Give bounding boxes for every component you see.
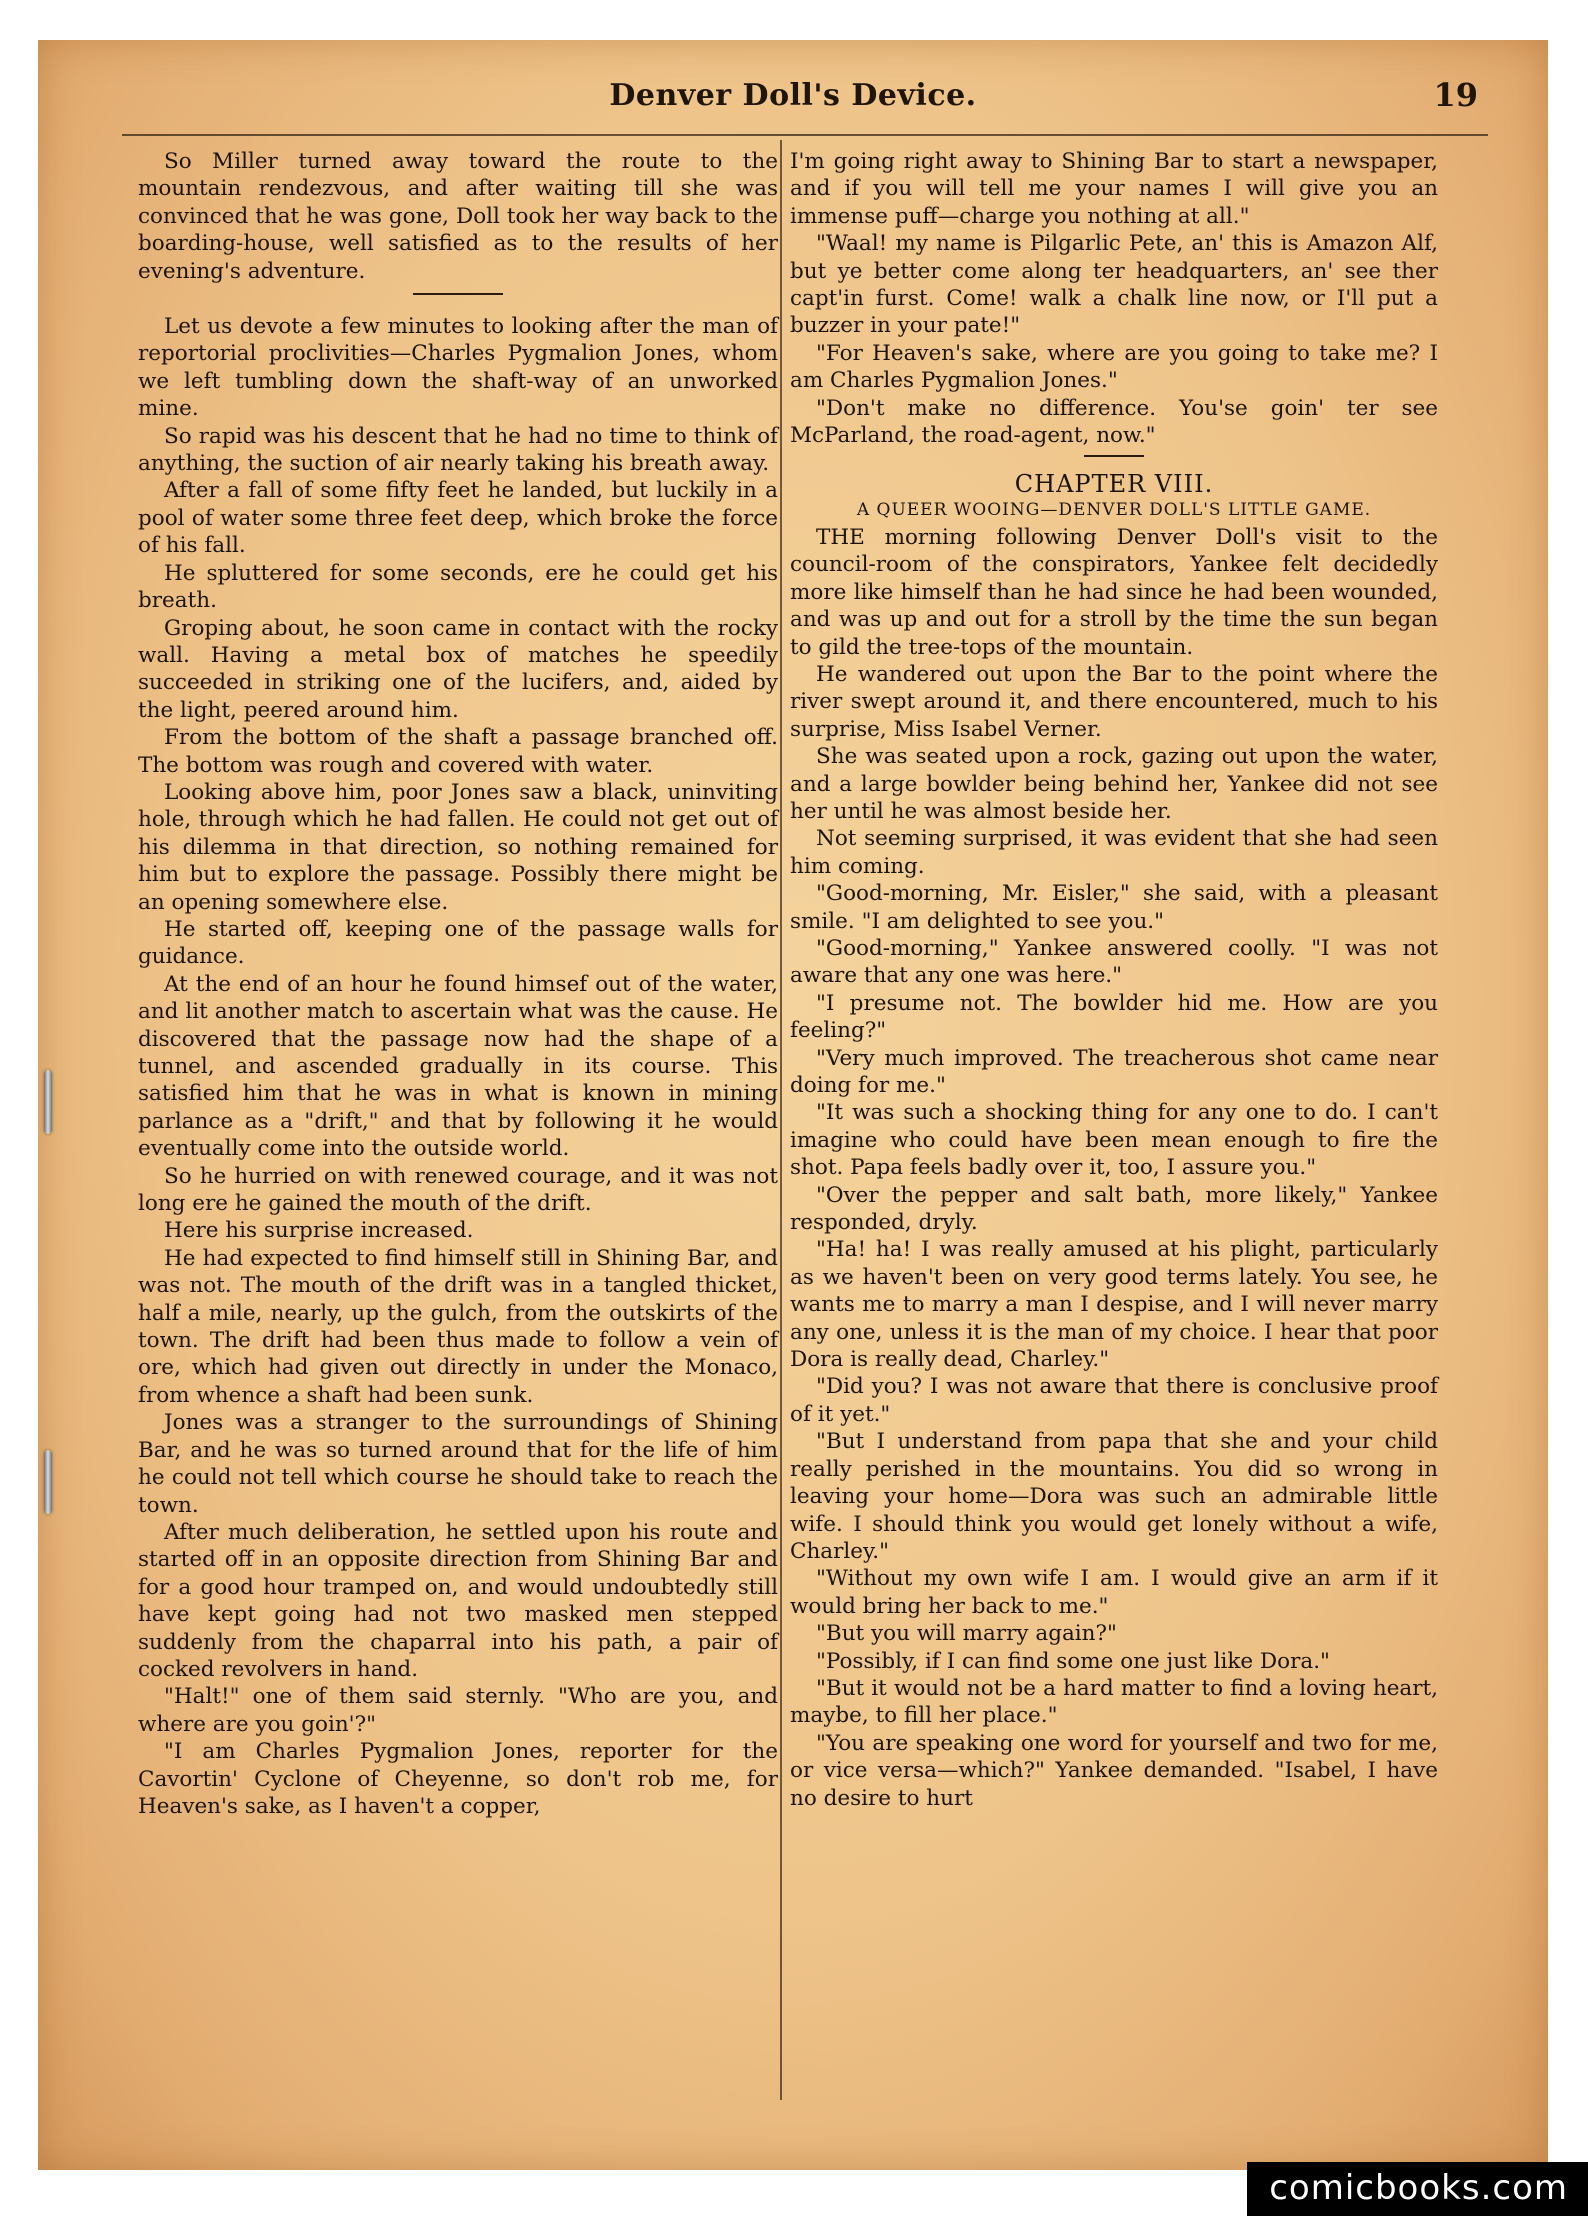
paragraph: "Waal! my name is Pilgarlic Pete, an' this is Amazon Alf, but ye better come along ter headquarters, an' see ther capt'in furst. Come! walk a chalk line now, or I'll put a buzzer in your pate!" bbox=[790, 231, 1438, 339]
paragraph: From the bottom of the shaft a passage branched off. The bottom was rough and covered with water. bbox=[138, 725, 778, 778]
paragraph: Looking above him, poor Jones saw a black, uninviting hole, through which he had fallen. He could not get out of his dilemma in that direction, so nothing remained for him but to explore the passage. Possibly there might be an opening somewhere else. bbox=[138, 779, 778, 915]
paragraph: "Possibly, if I can find some one just like Dora." bbox=[816, 1648, 1330, 1674]
paragraph: At the end of an hour he found himsef out of the water, and lit another match to ascertain what was the cause. He discovered that the passage now had the shape of a tunnel, and ascended gradually in its course. This satisfied him that he was in what is known in mining parlance as a "drift," and that by following it he would eventually come into the outside world. bbox=[138, 971, 778, 1162]
binding-staple-icon bbox=[44, 1450, 52, 1514]
paragraph: "Good-morning," Yankee answered coolly. "I was not aware that any one was here." bbox=[790, 935, 1438, 989]
paragraph: Jones was a stranger to the surroundings of Shining Bar, and he was so turned around that for the life of him he could not tell which course he should take to reach the town. bbox=[138, 1410, 778, 1518]
running-title: Denver Doll's Device. bbox=[609, 78, 977, 113]
chapter-subtitle: A QUEER WOOING—DENVER DOLL'S LITTLE GAME. bbox=[856, 499, 1372, 520]
paragraph: "But you will marry again?" bbox=[816, 1621, 1117, 1647]
column-divider bbox=[780, 140, 782, 2100]
paragraph: THE morning following Denver Doll's visit to the council-room of the conspirators, Yankee felt decidedly more like himself than he had since he had been wounded, and was up and out for a stroll by the time the sun began to gild the tree-tops of the mountain. bbox=[790, 524, 1438, 660]
paragraph: "Don't make no difference. You'se goin' ter see McParland, the road-agent, now." bbox=[790, 395, 1438, 449]
right-column bbox=[790, 148, 1438, 1812]
running-header bbox=[38, 72, 1548, 122]
page-number: 19 bbox=[1433, 76, 1478, 114]
paragraph: He started off, keeping one of the passage walls for guidance. bbox=[138, 916, 778, 970]
chapter-heading: CHAPTER VIII. bbox=[1014, 470, 1214, 499]
paragraph: Let us devote a few minutes to looking after the man of reportorial proclivities—Charles Pygmalion Jones, whom we left tumbling down the shaft-way of an unworked mine. bbox=[138, 314, 778, 422]
section-separator bbox=[1084, 455, 1144, 457]
header-rule bbox=[122, 134, 1488, 136]
paragraph: "For Heaven's sake, where are you going to take me? I am Charles Pygmalion Jones." bbox=[790, 340, 1438, 394]
paragraph: After a fall of some fifty feet he landed, but luckily in a pool of water some three feet deep, which broke the force of his fall. bbox=[138, 478, 778, 559]
section-separator bbox=[413, 293, 503, 295]
paragraph: "It was such a shocking thing for any one to do. I can't imagine who could have been mean enough to fire the shot. Papa feels badly over it, too, I assure you." bbox=[790, 1100, 1438, 1181]
paragraph: He spluttered for some seconds, ere he could get his breath. bbox=[138, 560, 778, 614]
paragraph: Groping about, he soon came in contact with the rocky wall. Having a metal box of matches he speedily succeeded in striking one of the lucifers, and, aided by the light, peered around him. bbox=[138, 615, 778, 723]
paragraph: "I am Charles Pygmalion Jones, reporter for the Cavortin' Cyclone of Cheyenne, so don't rob me, for Heaven's sake, as I haven't a copper, bbox=[138, 1739, 778, 1819]
paragraph: "Good-morning, Mr. Eisler," she said, with a pleasant smile. "I am delighted to see you." bbox=[790, 881, 1438, 934]
paragraph: So rapid was his descent that he had no time to think of anything, the suction of air nearly taking his breath away. bbox=[138, 423, 778, 477]
paragraph: She was seated upon a rock, gazing out upon the water, and a large bowlder being behind her, Yankee did not see her until he was almost beside her. bbox=[790, 744, 1438, 824]
paragraph: "Ha! ha! I was really amused at his plight, particularly as we haven't been on very good terms lately. You see, he wants me to marry a man I despise, and I will never marry any one, unless it is the man of my choice. I hear that poor Dora is really dead, Charley." bbox=[790, 1237, 1438, 1373]
paragraph: "You are speaking one word for yourself and two for me, or vice versa—which?" Yankee demanded. "Isabel, I have no desire to hurt bbox=[790, 1730, 1438, 1811]
paragraph: "But it would not be a hard matter to find a loving heart, maybe, to fill her place." bbox=[790, 1675, 1438, 1729]
paragraph: "But I understand from papa that she and your child really perished in the mountains. You did so wrong in leaving your home—Dora was such an admirable little wife. I should think you would get lonely without a wife, Charley." bbox=[790, 1429, 1438, 1564]
left-column bbox=[138, 148, 778, 1820]
paragraph: "I presume not. The bowlder hid me. How are you feeling?" bbox=[790, 990, 1438, 1044]
paragraph: "Without my own wife I am. I would give an arm if it would bring her back to me." bbox=[790, 1566, 1438, 1619]
paragraph: He wandered out upon the Bar to the point where the river swept around it, and there encountered, much to his surprise, Miss Isabel Verner. bbox=[790, 661, 1438, 742]
paragraph: Not seeming surprised, it was evident that she had seen him coming. bbox=[790, 826, 1438, 879]
paragraph: So Miller turned away toward the route to the mountain rendezvous, and after waiting till she was convinced that he was gone, Doll took her way back to the boarding-house, well satisfied as to the results of her evening's adventure. bbox=[138, 149, 778, 284]
book-page bbox=[38, 40, 1548, 2170]
paragraph: "Very much improved. The treacherous shot came near doing for me." bbox=[790, 1045, 1438, 1098]
paragraph: Here his surprise increased. bbox=[164, 1218, 474, 1244]
paragraph: "Halt!" one of them said sternly. "Who are you, and where are you goin'?" bbox=[138, 1684, 778, 1737]
paragraph: So he hurried on with renewed courage, and it was not long ere he gained the mouth of the drift. bbox=[138, 1163, 778, 1217]
paragraph: After much deliberation, he settled upon his route and started off in an opposite direction from Shining Bar and for a good hour tramped on, and would undoubtedly still have kept going had not two masked men stepped suddenly from the chaparral into his path, a pair of cocked revolvers in hand. bbox=[138, 1519, 778, 1682]
binding-staple-icon bbox=[44, 1070, 52, 1134]
paragraph: I'm going right away to Shining Bar to start a newspaper, and if you will tell me your names I will give you an immense puff—charge you nothing at all." bbox=[790, 149, 1438, 229]
watermark-badge: comicbooks.com bbox=[1247, 2162, 1588, 2216]
paragraph: "Over the pepper and salt bath, more likely," Yankee responded, dryly. bbox=[790, 1182, 1438, 1236]
paragraph: "Did you? I was not aware that there is conclusive proof of it yet." bbox=[790, 1374, 1438, 1427]
paragraph: He had expected to find himself still in Shining Bar, and was not. The mouth of the drift was in a tangled thicket, half a mile, nearly, up the gulch, from the outskirts of the town. The drift had been thus made to follow a vein of ore, which had given out directly in under the Monaco, from whence a shaft had been sunk. bbox=[138, 1245, 778, 1408]
